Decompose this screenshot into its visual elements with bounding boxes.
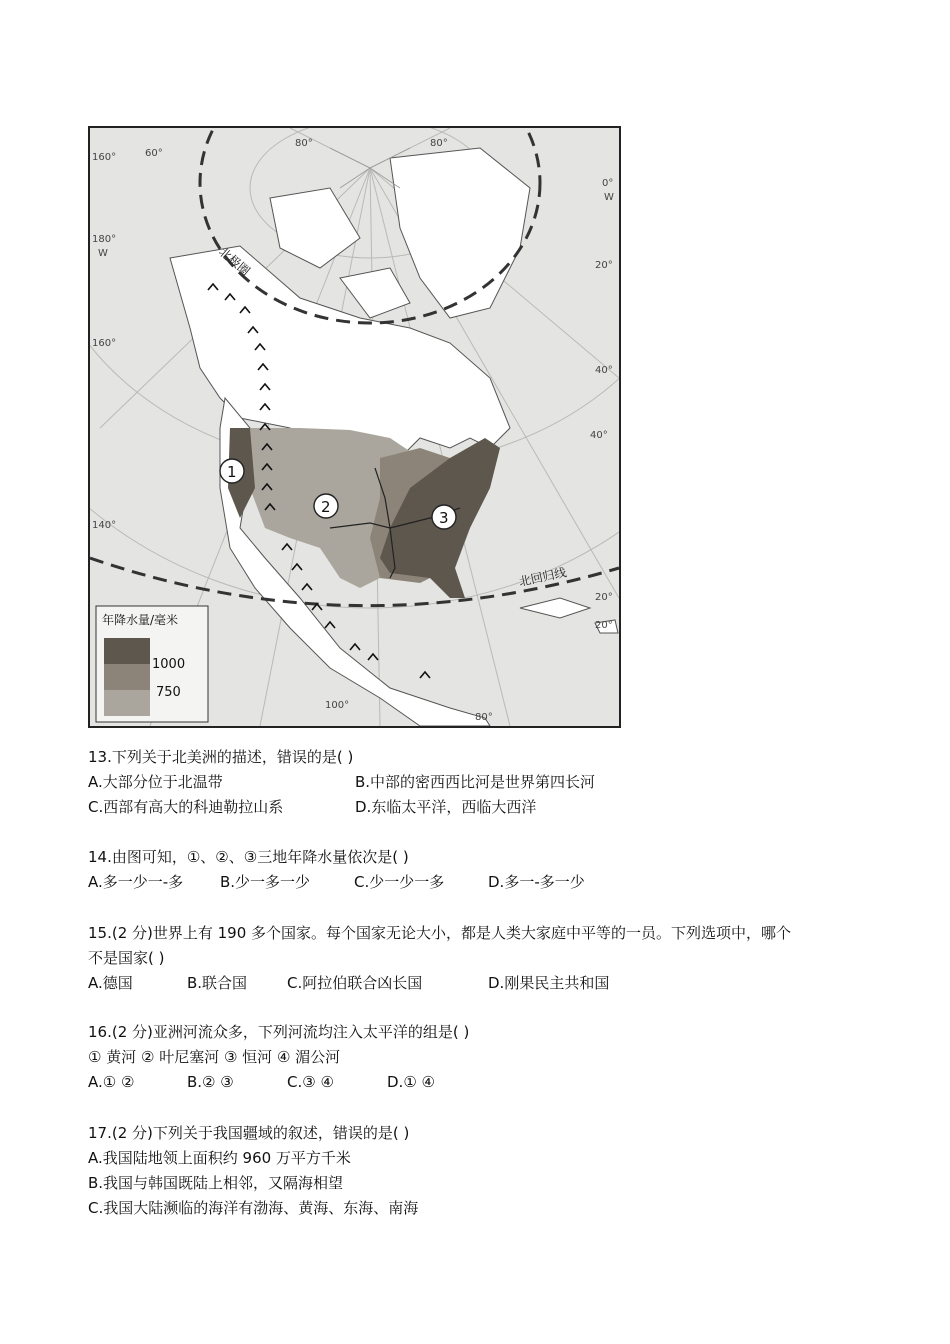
marker-3	[432, 505, 456, 529]
option-c[interactable]: C.少一少一多	[354, 873, 445, 891]
question-15-options	[88, 971, 878, 996]
option-b[interactable]: B.我国与韩国既陆上相邻，又隔海相望	[88, 1174, 344, 1192]
question-15-stem-line-2: 不是国家( )	[88, 949, 165, 967]
option-d[interactable]: D.东临太平洋，西临大西洋	[355, 798, 537, 816]
question-15	[88, 921, 878, 996]
option-c[interactable]: C.③ ④	[287, 1073, 334, 1091]
coord-label: 140°	[92, 520, 117, 531]
coord-label: 180°	[92, 234, 117, 245]
option-a[interactable]: A.德国	[88, 974, 133, 992]
option-a[interactable]: A.多一少一-多	[88, 873, 184, 891]
option-a[interactable]: A.大部分位于北温带	[88, 773, 223, 791]
option-c[interactable]: C.我国大陆濒临的海洋有渤海、黄海、东海、南海	[88, 1199, 419, 1217]
option-c[interactable]: C.西部有高大的科迪勒拉山系	[88, 798, 284, 816]
question-16-items: ① 黄河 ② 叶尼塞河 ③ 恒河 ④ 湄公河	[88, 1048, 341, 1066]
coord-label: W	[604, 192, 614, 203]
question-15-stem-line-1: 15.(2 分)世界上有 190 多个国家。每个国家无论大小，都是人类大家庭中平等的一员。下列选项中，哪个	[88, 924, 792, 942]
coord-label: 160°	[92, 152, 117, 163]
question-13	[88, 745, 878, 820]
map-svg	[90, 128, 619, 726]
legend-value-1000: 1000	[152, 657, 186, 672]
legend-value-750: 750	[156, 685, 181, 700]
option-d[interactable]: D.多一-多一少	[488, 873, 585, 891]
question-16-options	[88, 1070, 878, 1095]
marker-2-label: 2	[321, 498, 331, 516]
question-13-stem: 13.下列关于北美洲的描述，错误的是( )	[88, 748, 354, 766]
coord-label: 20°	[595, 260, 613, 271]
coord-label: 0°	[602, 178, 614, 189]
question-14-stem: 14.由图可知，①、②、③三地年降水量依次是( )	[88, 848, 409, 866]
option-b[interactable]: B.中部的密西西比河是世界第四长河	[355, 773, 596, 791]
question-17	[88, 1121, 878, 1221]
question-14	[88, 845, 878, 895]
marker-2	[314, 494, 338, 518]
marker-3-label: 3	[439, 509, 449, 527]
question-13-options-row-2	[88, 795, 878, 820]
question-14-options	[88, 870, 878, 895]
coord-label: 80°	[295, 138, 313, 149]
coord-label: 40°	[595, 365, 613, 376]
question-17-stem: 17.(2 分)下列关于我国疆域的叙述，错误的是( )	[88, 1124, 410, 1142]
tropic-of-cancer-label: 北回归线	[517, 565, 568, 589]
option-b[interactable]: B.② ③	[187, 1073, 234, 1091]
marker-1	[220, 459, 244, 483]
coord-label: 80°	[475, 712, 493, 723]
marker-1-label: 1	[227, 463, 237, 481]
coord-label: 60°	[145, 148, 163, 159]
option-d[interactable]: D.① ④	[387, 1073, 435, 1091]
legend-swatch-light	[104, 690, 150, 716]
option-b[interactable]: B.少一多一少	[220, 873, 311, 891]
option-b[interactable]: B.联合国	[187, 974, 248, 992]
precipitation-map	[88, 126, 621, 728]
arctic-circle-label: 北极圈	[216, 244, 253, 279]
coord-label: 20°	[595, 592, 613, 603]
coord-label: 20°	[595, 620, 613, 631]
legend-swatch-heavy	[104, 638, 150, 664]
coord-label: 80°	[430, 138, 448, 149]
legend-title: 年降水量/毫米	[102, 613, 179, 627]
option-d[interactable]: D.刚果民主共和国	[488, 974, 610, 992]
map-legend	[96, 606, 208, 722]
option-c[interactable]: C.阿拉伯联合凶长国	[287, 974, 423, 992]
coord-label: 40°	[590, 430, 608, 441]
option-a[interactable]: A.① ②	[88, 1073, 135, 1091]
coord-label: 160°	[92, 338, 117, 349]
legend-swatch-medium	[104, 664, 150, 690]
question-16-stem: 16.(2 分)亚洲河流众多，下列河流均注入太平洋的组是( )	[88, 1023, 470, 1041]
question-16	[88, 1020, 878, 1095]
question-13-options-row-1	[88, 770, 878, 795]
coord-label: 100°	[325, 700, 350, 711]
coord-label: W	[98, 248, 108, 259]
option-a[interactable]: A.我国陆地领上面积约 960 万平方千米	[88, 1149, 351, 1167]
